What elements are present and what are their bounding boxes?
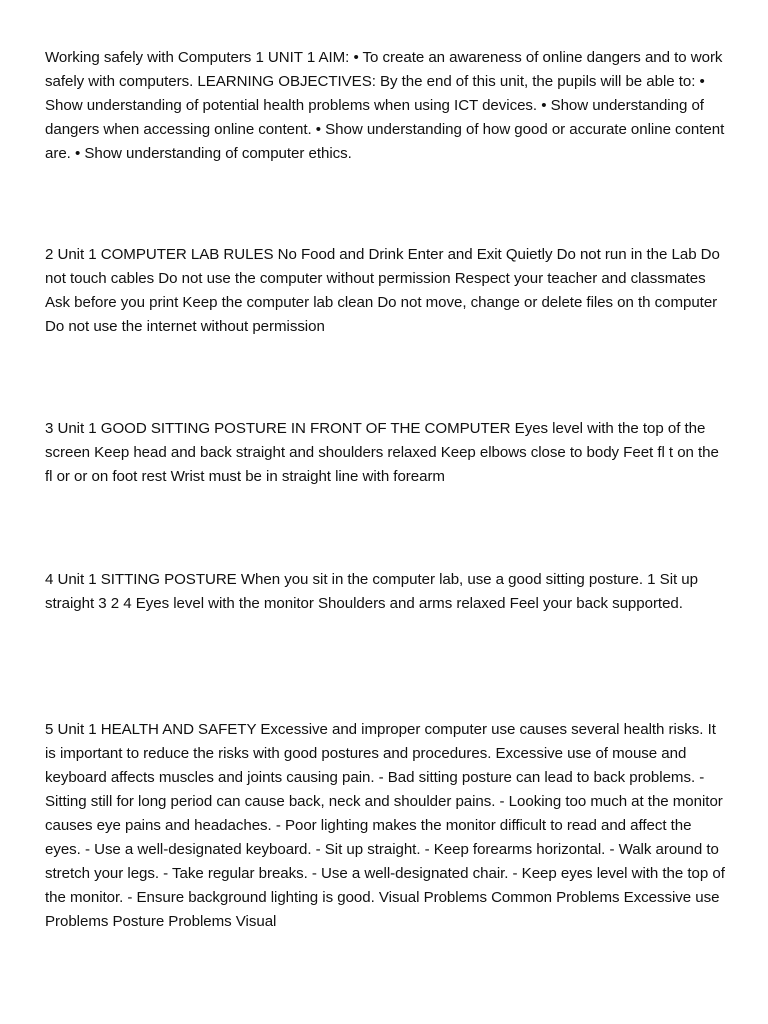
paragraph-unit1-aim: Working safely with Computers 1 UNIT 1 AIM: • To create an awareness of online dangers and to work safely with computers. LEARNING OBJECTIVES: By the end of this unit, the pupils will be able to: • Show understanding of potential health problems when using ICT devices. • Show understanding of dangers when accessing online content. • Show understanding of how good or accurate online content are. • Show understanding of computer ethics. [45,49,725,162]
paragraph-good-sitting-posture: 3 Unit 1 GOOD SITTING POSTURE IN FRONT OF THE COMPUTER Eyes level with the top of the screen Keep head and back straight and shoulders relaxed Keep elbows close to body Feet fl t on the fl or or on foot rest Wrist must be in straight line with forearm [45,420,719,485]
paragraph-computer-lab-rules: 2 Unit 1 COMPUTER LAB RULES No Food and Drink Enter and Exit Quietly Do not run in the Lab Do not touch cables Do not use the computer without permission Respect your teacher and classmates Ask before you print Keep the computer lab clean Do not move, change or delete files on th computer Do not use the internet without permission [45,246,720,335]
paragraph-sitting-posture: 4 Unit 1 SITTING POSTURE When you sit in the computer lab, use a good sitting posture. 1 Sit up straight 3 2 4 Eyes level with the monitor Shoulders and arms relaxed Feel your back supported. [45,571,698,612]
paragraph-health-and-safety: 5 Unit 1 HEALTH AND SAFETY Excessive and improper computer use causes several health risks. It is important to reduce the risks with good postures and procedures. Excessive use of mouse and keyboard affects muscles and joints causing pain. - Bad sitting posture can lead to back problems. - Sitting still for long period can cause back, neck and shoulder pains. - Looking too much at the monitor causes eye pains and headaches. - Poor lighting makes the monitor difficult to read and affect the eyes. - Use a well-designated keyboard. - Sit up straight. - Keep forearms horizontal. - Walk around to stretch your legs. - Take regular breaks. - Use a well-designated chair. - Keep eyes level with the top of the monitor. - Ensure background lighting is good. Visual Problems Common Problems Excessive use Problems Posture Problems Visual [45,721,725,930]
